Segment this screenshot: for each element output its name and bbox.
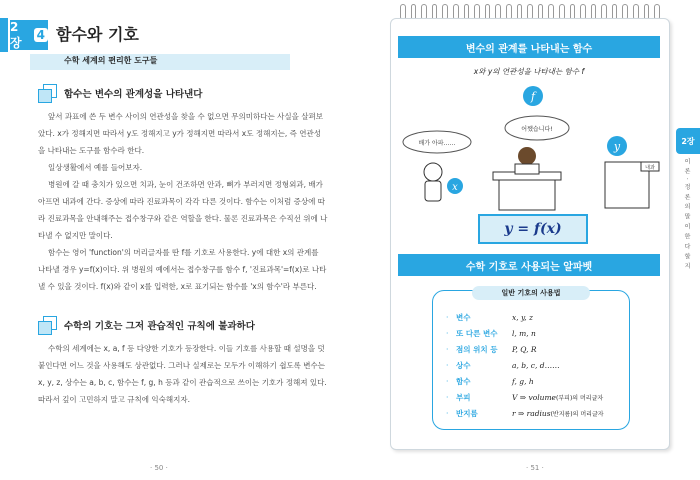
row-value: a, b, c, d…… [512, 361, 560, 370]
row-value: l, m, n [512, 329, 536, 338]
row-label: 상수 [456, 361, 471, 370]
receptionist-head [518, 147, 536, 165]
table-row: · 부피 V ⇒ volume(부피)의 머리글자 [446, 393, 604, 402]
x-label: x [452, 182, 458, 193]
chapter-tag: 2장 [10, 19, 22, 50]
bubble-center-text: 어쨌습니다! [521, 126, 553, 133]
cube-icon [38, 84, 58, 102]
row-label: 점의 위치 등 [456, 345, 498, 354]
section-heading-2 [38, 316, 255, 334]
receptionist-body [515, 164, 539, 174]
hospital-illustration [395, 80, 665, 212]
row-value: V ⇒ volume [512, 393, 557, 402]
section-title-2: 수학의 기호는 그저 관습적인 규칙에 불과하다 [64, 321, 255, 332]
chapter-badge [10, 20, 48, 50]
section-heading-1 [38, 84, 202, 102]
section-band-2: 수학 기호로 사용되는 알파벳 [398, 254, 660, 276]
cube-icon [38, 316, 58, 334]
chapter-title: 함수와 기호 [56, 25, 139, 44]
row-label: 변수 [456, 313, 471, 322]
f-label: f [530, 90, 536, 103]
illustration-caption: x와 y의 연관성을 나타내는 함수 f [473, 67, 585, 76]
row-label: 반지름 [456, 409, 478, 418]
row-note: (부피)의 머리글자 [556, 395, 604, 402]
row-value: x, y, z [512, 313, 533, 322]
desk-front [499, 180, 555, 210]
row-value: P, Q, R [512, 345, 537, 354]
row-label: 또 다른 변수 [456, 329, 498, 338]
section-body-2 [38, 340, 328, 408]
row-value: r ⇒ radius [512, 409, 551, 418]
patient-body [425, 181, 441, 201]
table-row: · 또 다른 변수 l, m, n [446, 329, 536, 338]
page-number-left: · 50 · [150, 464, 168, 472]
row-label: 부피 [456, 393, 471, 402]
section-body-1 [38, 108, 328, 295]
page-number-right: · 51 · [526, 464, 544, 472]
row-note: (반지름)의 머리글자 [550, 411, 604, 418]
chapter-subtitle: 수학 세계의 편리한 도구들 [64, 56, 158, 65]
chapter-stripe [0, 18, 8, 52]
symbol-table-title: 일반 기호의 사용법 [472, 286, 590, 300]
section-title-1: 함수는 변수의 관계성을 나타낸다 [64, 89, 203, 100]
side-running-text: 이 론 · 정 론 의 말 이 한 다 할 지 [683, 158, 690, 270]
table-row: · 상수 a, b, c, d…… [446, 361, 560, 370]
row-label: 함수 [456, 377, 471, 386]
y-label: y [613, 140, 621, 153]
table-row: · 반지름 r ⇒ radius(반지름)의 머리글자 [446, 409, 604, 418]
table-row: · 변수 x, y, z [446, 313, 533, 322]
paragraph: 병원에 갈 때 충치가 있으면 치과, 눈이 건조하면 안과, 뼈가 부러지면 정형외과, 배가 아프면 내과에 간다. 증상에 따라 진료과목이 각각 다른 것이다. 함수는 이처럼 증상에 따라 진료과목을 안내해주는 접수창구와 같은 역할을 한다. 물론 진료과목은 수직선 위에 나타낼 수 없지만 말이다. [38, 180, 328, 240]
section-band-1: 변수의 관계를 나타내는 함수 [398, 36, 660, 58]
door-sign-text: 내과 [645, 165, 655, 171]
chapter-number: 4 [34, 28, 48, 42]
row-value: f, g, h [512, 377, 534, 386]
paragraph: 수학의 세계에는 x, a, f 등 다양한 기호가 등장한다. 이들 기호를 사용할 때 설명을 덧붙인다면 어느 것을 사용해도 상관없다. 그러나 실제로는 모두가 이해하기 쉽도록 변수는 x, y, z, 상수는 a, b, c, 함수는 f, g, h 등과 같이 관습적으로 쓰이는 기호가 정해져 있다. 따라서 깊이 고민하지 말고 규칙에 익숙해지자. [38, 344, 327, 404]
bubble-left-text: 배가 아파…… [418, 140, 456, 147]
table-row: · 점의 위치 등 P, Q, R [446, 345, 537, 354]
paragraph: 앞서 과표에 쓴 두 변수 사이의 연관성을 찾을 수 없으면 무의미하다는 사실을 살펴보았다. x가 정해지면 따라서 y도 정해지고 y가 정해지면 따라서 x도 정해지는, 즉 연관성을 나타내는 도구를 함수라 한다. [38, 112, 323, 155]
paragraph: 일상생활에서 예를 들어보자. [48, 163, 143, 172]
function-formula: y = f(x) [478, 214, 588, 244]
paragraph: 함수는 영어 'function'의 머리글자를 딴 f를 기호로 사용한다. y에 대한 x의 관계를 나타낼 경우 y=f(x)이다. 위 병원의 예에서는 접수창구를 함수 f, '진료과목'=f(x)로 나타낼 수 있을 것이다. f(x)와 같이 x를 입력한, x로 표기되는 함수를 'x의 함수'라 부른다. [38, 248, 327, 291]
patient-head [424, 163, 442, 181]
chapter-side-tab: 2장 [676, 128, 700, 154]
table-row: · 함수 f, g, h [446, 377, 534, 386]
